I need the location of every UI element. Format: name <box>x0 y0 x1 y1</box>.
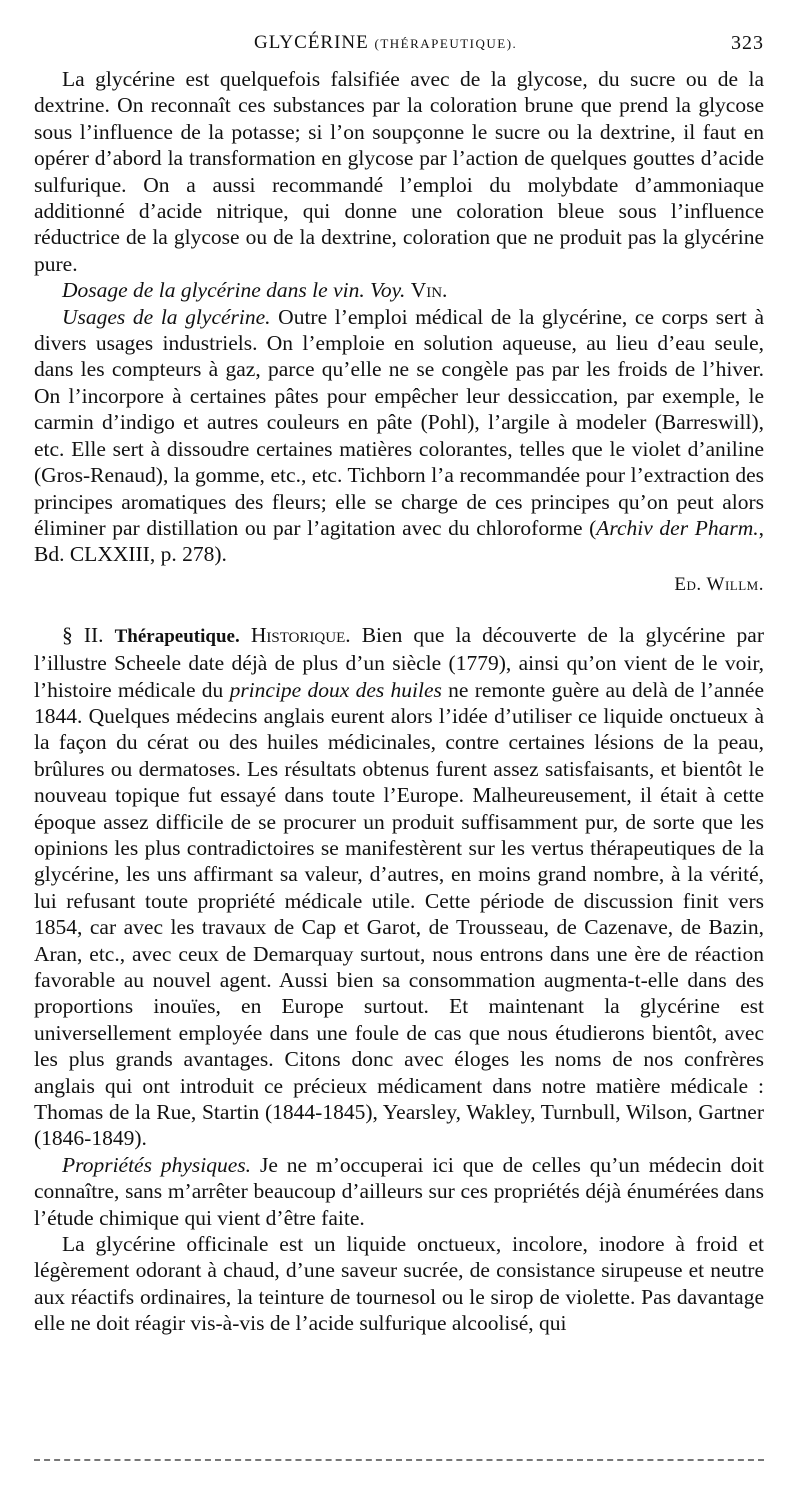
voy-abbrev: Voy. <box>370 278 406 303</box>
cross-reference: Vin. <box>410 278 448 303</box>
usages-text: Outre l’emploi médical de la glycérine, ce corps sert à divers usages industriels. On l’emploie en solution aqueuse, au lieu d’eau seule, dans les compteurs à gaz, parce qu’elle ne se congèle pas par les froids de l’hiver. On l’incorpore à certaines pâtes pour empêcher leur dessiccation, par exemple, le carmin d’indigo et autres couleurs en pâte (Pohl), l’argile à modeler (Barreswill), etc. Elle sert à dissoudre certaines matières colorantes, telles que le violet d’aniline (Gros-Renaud), la gomme, etc., etc. Tichborn l’a recommandée pour l’extraction des principes aromatiques des fleurs; elle se charge de ces principes qu’on peut alors éliminer par distillation ou par l’agitation avec du chloroforme ( <box>34 304 764 540</box>
historique-text-a: Bien que la découverte de la glycérine par l’illustre Scheele date déjà de plus d’un siècle (1779), ainsi qu’on vient de le voir, l’histoire médicale du <box>34 622 765 702</box>
citation-end: , Bd. CLXXIII, p. 278). <box>34 515 764 567</box>
page-number: 323 <box>731 32 764 54</box>
running-title-main: GLYCÉRINE <box>254 32 369 53</box>
section-heading: Thérapeutique. <box>114 625 240 647</box>
running-header <box>34 32 764 66</box>
paragraph-dosage <box>34 277 764 303</box>
historique-italic: principe doux des huiles <box>229 677 442 702</box>
proprietes-text: Je ne m’occuperai ici que de celles qu’un médecin doit connaître, sans m’arrêter beaucoup d’ailleurs sur ces propriétés déjà énumérées dans l’étude chimique qui vient d’être faite. <box>34 1152 764 1230</box>
document-page <box>34 0 764 1337</box>
historique-text-b: ne remonte guère au delà de l’année 1844. Quelques médecins anglais eurent alors l’idée d’utiliser ce liquide onctueux à la façon du cérat ou des huiles médicinales, contre certaines lésions de la peau, brûlures ou dermatoses. Les résultats obtenus furent assez satisfaisants, et bientôt le nouveau topique fut essayé dans toute l’Europe. Malheureusement, il était à cette époque assez difficile de se procurer un produit suffisamment pur, de sorte que les opinions les plus contradictoires se manifestèrent sur les vertus thérapeutiques de la glycérine, les uns affirmant sa valeur, d’autres, en moins grand nombre, à la vérité, lui refusant toute propriété médicale utile. Cette période de discussion finit vers 1854, car avec les travaux de Cap et Garot, de Trousseau, de Cazenave, de Bazin, Aran, etc., avec ceux de Demarquay surtout, nous entrons dans une ère de réaction favorable au nouvel agent. Aussi bien sa consommation augmenta-t-elle dans des proportions inouïes, en Europe surtout. Et maintenant la glycérine est universellement employée dans une foule de cas que nous étudierons bientôt, avec les plus grands avantages. Citons donc avec éloges les noms de nos confrères anglais qui ont introduit ce précieux médicament dans notre matière médicale : Thomas de la Rue, Startin (1844-1845), Yearsley, Wakley, Turnbull, Wilson, Gartner (1846-1849). <box>34 677 764 1151</box>
citation-journal: Archiv der Pharm. <box>596 515 759 540</box>
proprietes-heading: Propriétés physiques. <box>62 1152 252 1177</box>
subsection-heading: Historique. <box>250 622 351 647</box>
section-mark: § II. <box>62 622 104 647</box>
footer-rule <box>34 1459 764 1461</box>
paragraph-therapeutique <box>34 622 764 1152</box>
section-gap <box>34 598 764 622</box>
paragraph-proprietes <box>34 1152 764 1231</box>
running-title-sub: (THÉRAPEUTIQUE). <box>374 36 518 51</box>
dosage-heading: Dosage de la glycérine dans le vin. <box>62 278 365 303</box>
usages-heading: Usages de la glycérine. <box>62 304 271 329</box>
paragraph-falsification: La glycérine est quelquefois falsifiée avec de la glycose, du sucre ou de la dextrine. On reconnaît ces substances par la coloration brune que prend la glycose sous l’influence de la potasse; si l’on soupçonne le sucre ou la dextrine, il faut en opérer d’abord la transformation en glycose par l’action de quelques gouttes d’acide sulfurique. On a aussi recommandé l’emploi du molybdate d’ammoniaque additionné d’acide nitrique, qui donne une coloration bleue sous l’influence réductrice de la glycose ou de la dextrine, coloration que ne produit pas la glycérine pure. <box>34 67 764 276</box>
paragraph-officinale: La glycérine officinale est un liquide onctueux, incolore, inodore à froid et légèrement odorant à chaud, d’une saveur sucrée, de consistance sirupeuse et neutre aux réactifs ordinaires, la teinture de tournesol ou le sirop de violette. Pas davantage elle ne doit réagir vis-à-vis de l’acide sulfurique alcoolisé, qui <box>34 1232 764 1336</box>
running-title <box>254 32 517 54</box>
author-signature: Ed. Willm. <box>674 573 764 595</box>
paragraph-usages <box>34 304 764 568</box>
